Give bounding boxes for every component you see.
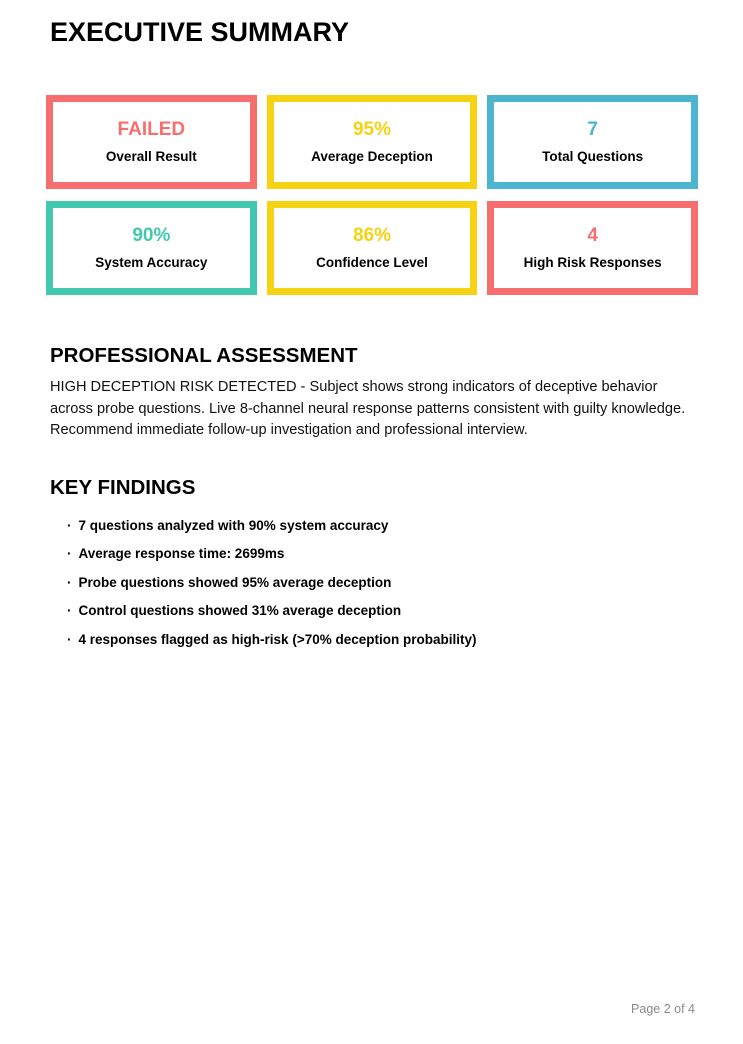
finding-text: Probe questions showed 95% average deception bbox=[78, 574, 392, 590]
stat-label: High Risk Responses bbox=[523, 255, 662, 271]
bullet-marker: · bbox=[67, 574, 72, 590]
finding-text: Control questions showed 31% average deception bbox=[78, 603, 402, 618]
stat-card-total-questions bbox=[487, 95, 698, 189]
stat-label: Total Questions bbox=[542, 149, 644, 165]
summary-cards-grid bbox=[46, 95, 698, 295]
stat-card-overall-result bbox=[46, 95, 257, 189]
stat-value: 4 bbox=[587, 225, 598, 247]
stat-value: 86% bbox=[352, 225, 391, 247]
finding-text: Average response time: 2699ms bbox=[78, 546, 285, 561]
stat-card-confidence-level bbox=[267, 201, 478, 295]
bullet-marker: · bbox=[67, 631, 72, 647]
finding-item bbox=[67, 602, 693, 620]
stat-card-system-accuracy bbox=[46, 201, 257, 295]
stat-value: FAILED bbox=[117, 119, 186, 141]
finding-item bbox=[67, 631, 693, 649]
key-findings-heading: KEY FINDINGS bbox=[50, 475, 196, 499]
bullet-marker: · bbox=[67, 517, 72, 533]
stat-label: Overall Result bbox=[105, 149, 197, 165]
stat-value: 90% bbox=[132, 225, 171, 247]
finding-item bbox=[67, 517, 693, 535]
professional-assessment-text: HIGH DECEPTION RISK DETECTED - Subject shows strong indicators of deceptive behavior across probe questions. Live 8-channel neural response patterns consistent with guilty knowledge. Recommend immediate follow-up investigation and professional interview. bbox=[50, 379, 686, 438]
key-findings-list bbox=[67, 517, 693, 649]
finding-text: 7 questions analyzed with 90% system accuracy bbox=[78, 517, 389, 533]
stat-label: Average Deception bbox=[311, 149, 433, 165]
stat-value: 95% bbox=[352, 119, 391, 141]
stat-value: 7 bbox=[587, 119, 598, 141]
stat-label: Confidence Level bbox=[316, 255, 428, 271]
professional-assessment-heading: PROFESSIONAL ASSESSMENT bbox=[50, 344, 358, 367]
stat-card-high-risk-responses bbox=[487, 201, 698, 295]
stat-label: System Accuracy bbox=[95, 255, 208, 271]
finding-item bbox=[67, 574, 693, 592]
bullet-marker: · bbox=[67, 546, 72, 561]
stat-card-average-deception bbox=[267, 95, 478, 189]
page-title: EXECUTIVE SUMMARY bbox=[50, 17, 350, 47]
bullet-marker: · bbox=[67, 603, 72, 618]
finding-item bbox=[67, 545, 693, 563]
page-number: Page 2 of 4 bbox=[631, 1002, 695, 1016]
finding-text: 4 responses flagged as high-risk (>70% deception probability) bbox=[78, 631, 477, 647]
